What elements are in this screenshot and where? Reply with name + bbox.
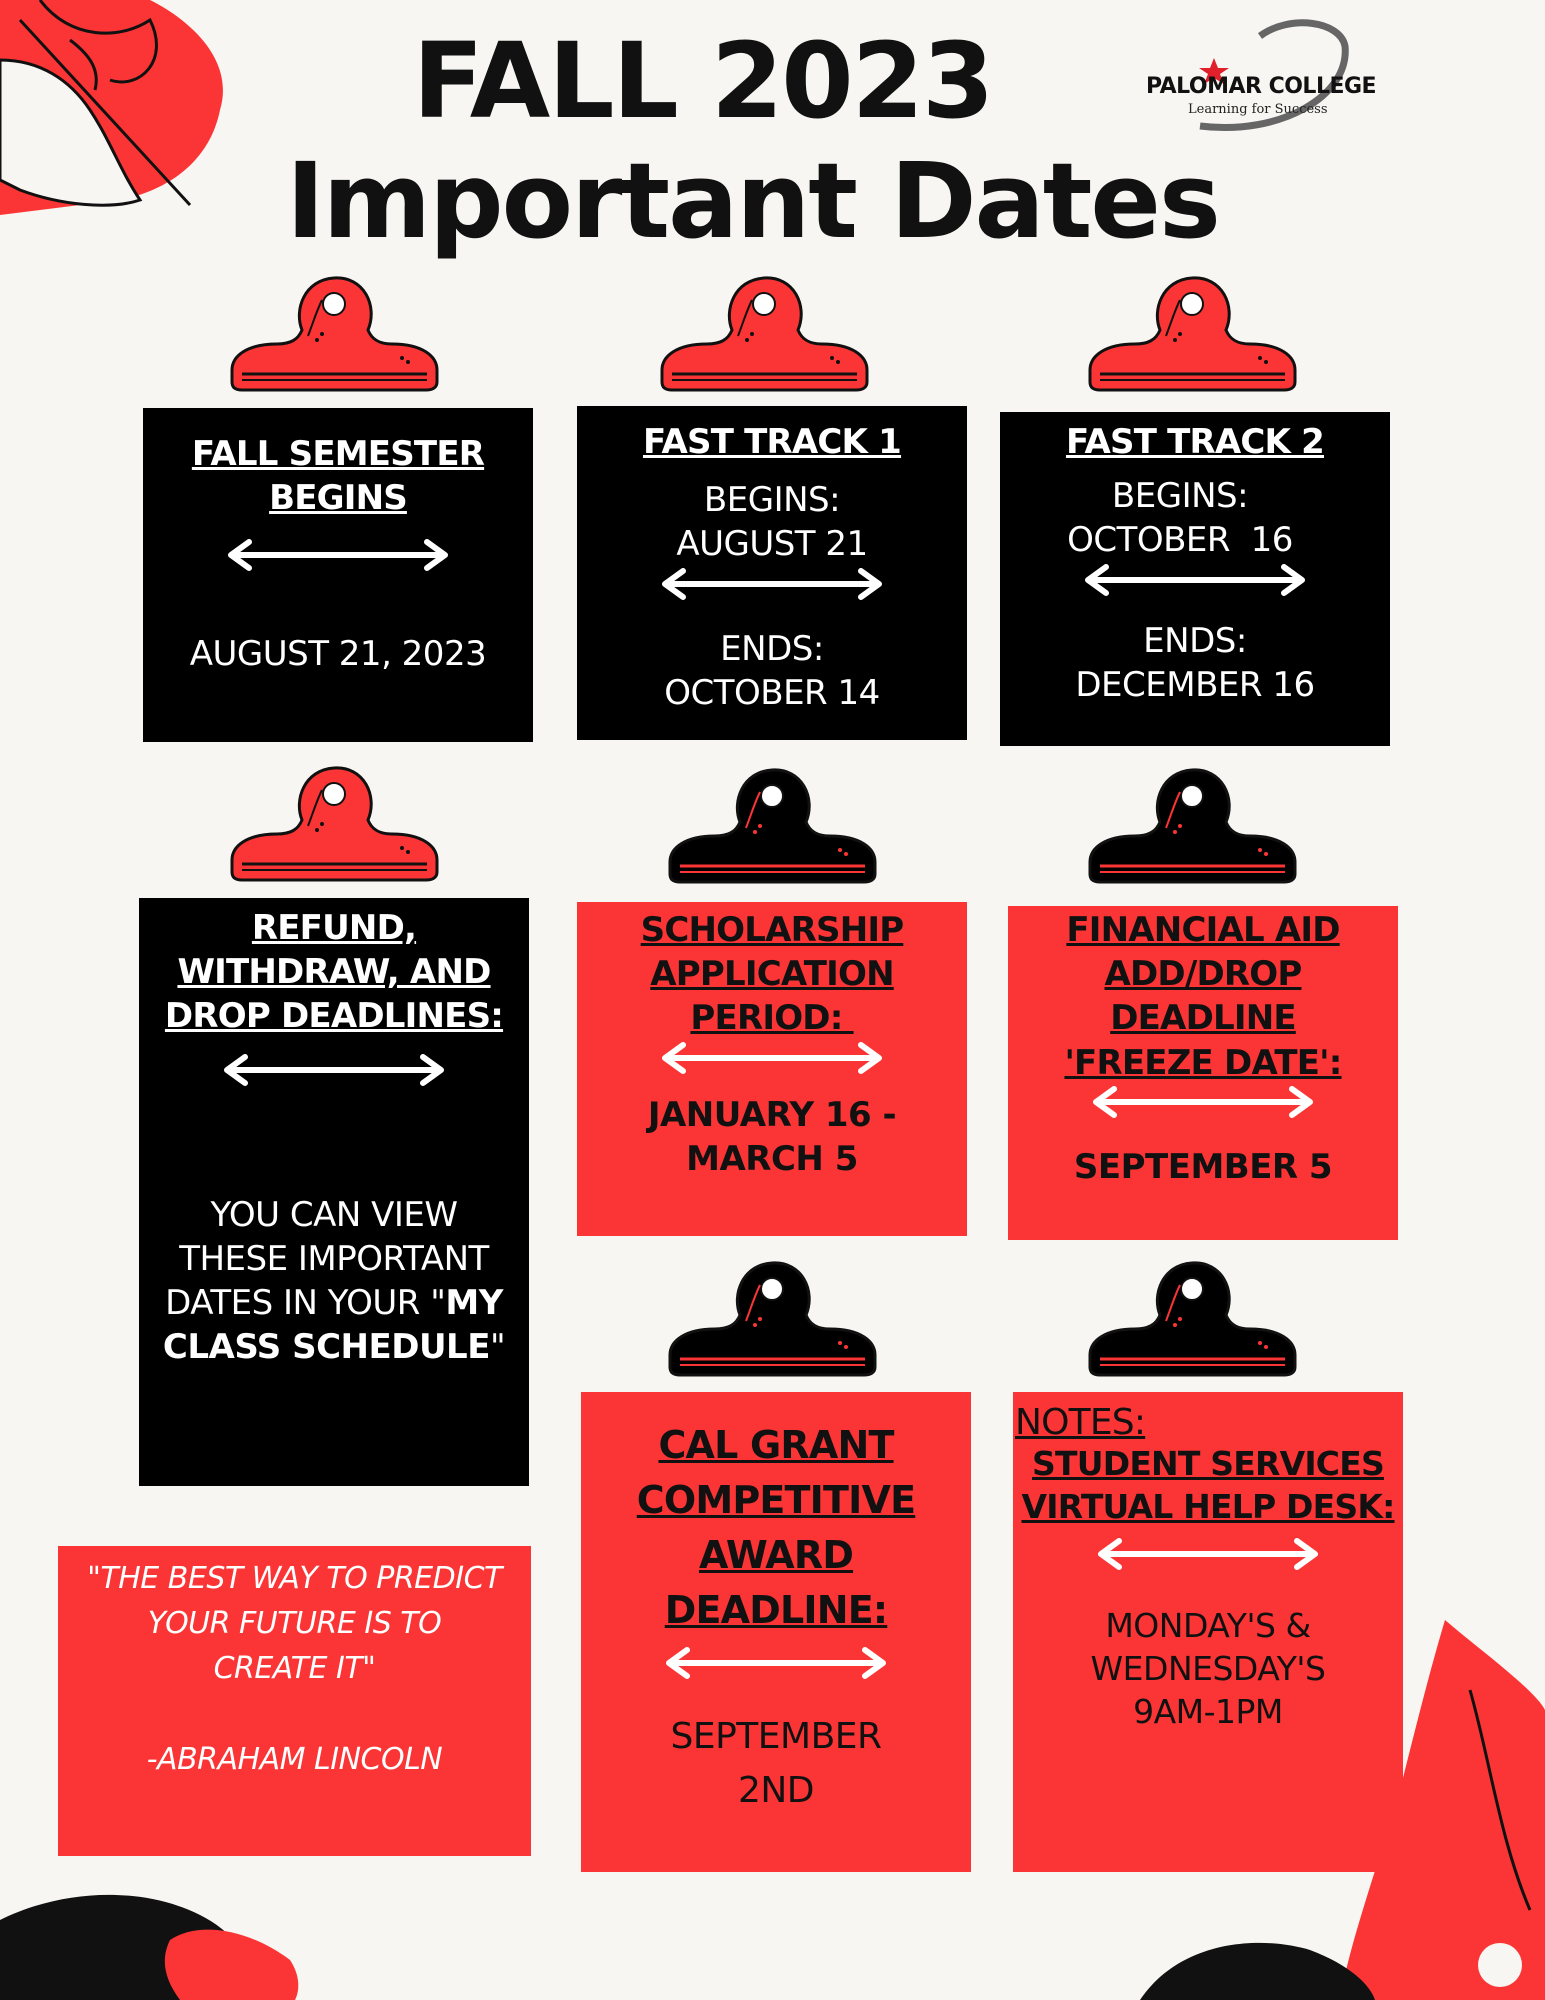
quote-box [58,1546,531,1856]
fast-track-2-begins-label: BEGINS: [1111,476,1249,517]
refund-body: YOU CAN VIEW [210,1194,458,1235]
card-scholarship [577,902,967,1236]
quote-text: CREATE IT" [213,1651,376,1686]
logo-name: PALOMAR COLLEGE [1146,74,1377,99]
refund-body-bold: CLASS SCHEDULE [162,1327,490,1368]
refund-body: THESE IMPORTANT [179,1238,489,1279]
notes-label: NOTES: [1015,1402,1146,1443]
double-arrow-icon [1088,1085,1318,1119]
fast-track-2-heading: FAST TRACK 2 [1065,422,1325,462]
fast-track-1-heading: FAST TRACK 1 [642,422,902,462]
scholarship-heading: PERIOD: [690,998,854,1039]
cal-grant-date: 2ND [737,1770,815,1812]
fast-track-2-ends-date: DECEMBER 16 [1075,664,1315,705]
cal-grant-heading: COMPETITIVE [636,1478,916,1523]
clip-icon [660,762,885,887]
logo-tagline: Learning for Success [1188,102,1328,117]
quote-text: "THE BEST WAY TO PREDICT [87,1561,502,1596]
financial-aid-heading: 'FREEZE DATE': [1064,1042,1342,1083]
fast-track-1-ends-date: OCTOBER 14 [664,672,880,713]
scholarship-date: JANUARY 16 - [647,1094,897,1135]
double-arrow-icon [219,1053,449,1087]
fast-track-1-begins-date: AUGUST 21 [676,524,868,565]
clip-icon [1080,270,1305,395]
card-cal-grant [581,1392,971,1872]
refund-body [139,1325,529,1369]
refund-heading: DROP DEADLINES: [164,996,504,1037]
fall-semester-date: AUGUST 21, 2023 [189,634,487,675]
refund-body-bold: MY [445,1282,503,1323]
notes-body: WEDNESDAY'S [1090,1649,1326,1689]
scholarship-heading: SCHOLARSHIP [640,910,904,950]
cal-grant-heading: CAL GRANT [658,1423,894,1467]
double-arrow-icon [657,567,887,601]
notes-body: 9AM-1PM [1133,1691,1283,1731]
double-arrow-icon [657,1041,887,1075]
fall-semester-heading: FALL SEMESTER [191,434,485,474]
quote-author: -ABRAHAM LINCOLN [146,1742,443,1777]
fast-track-1-begins-label: BEGINS: [703,480,841,521]
clip-icon [1080,1255,1305,1380]
card-notes [1013,1392,1403,1872]
clip-icon [652,270,877,395]
clip-icon [222,270,447,395]
card-fast-track-1 [577,406,967,740]
financial-aid-heading: FINANCIAL AID [1066,910,1340,950]
refund-heading: REFUND, [251,908,417,948]
notes-heading: STUDENT SERVICES [1032,1444,1384,1484]
fast-track-1-ends-label: ENDS: [720,628,824,669]
scholarship-heading: APPLICATION [650,954,894,995]
card-fast-track-2 [1000,412,1390,746]
clip-icon [660,1255,885,1380]
fast-track-2-begins-date: OCTOBER 16 [1067,520,1293,561]
page-title-line1: FALL 2023 [412,20,993,142]
financial-aid-heading: DEADLINE [1110,998,1296,1039]
clip-icon [222,760,447,885]
financial-aid-heading: ADD/DROP [1104,954,1302,995]
refund-body-text: " [489,1327,506,1368]
financial-aid-date: SEPTEMBER 5 [1073,1146,1333,1187]
double-arrow-icon [1080,563,1310,597]
double-arrow-icon [223,538,453,572]
notes-body: MONDAY'S & [1105,1606,1311,1646]
cal-grant-date: SEPTEMBER [670,1716,882,1758]
cal-grant-heading: DEADLINE: [664,1588,888,1633]
double-arrow-icon [661,1646,891,1680]
clip-icon [1080,762,1305,887]
fall-semester-heading: BEGINS [269,478,407,519]
card-financial-aid [1008,906,1398,1240]
refund-body-text: DATES IN YOUR " [165,1282,446,1323]
card-fall-semester [143,408,533,742]
palomar-college-logo [1140,16,1420,136]
refund-heading: WITHDRAW, AND [177,952,491,993]
notes-heading: VIRTUAL HELP DESK: [1021,1487,1395,1527]
refund-body [139,1281,529,1325]
blob-decoration-bottom-left [0,1880,300,2000]
scholarship-date: MARCH 5 [686,1138,858,1179]
fast-track-2-ends-label: ENDS: [1143,620,1247,661]
page-title-line2: Important Dates [286,140,1219,262]
double-arrow-icon [1093,1537,1323,1571]
quote-text: YOUR FUTURE IS TO [147,1606,442,1641]
cal-grant-heading: AWARD [698,1533,854,1578]
card-refund-deadlines [139,898,529,1486]
